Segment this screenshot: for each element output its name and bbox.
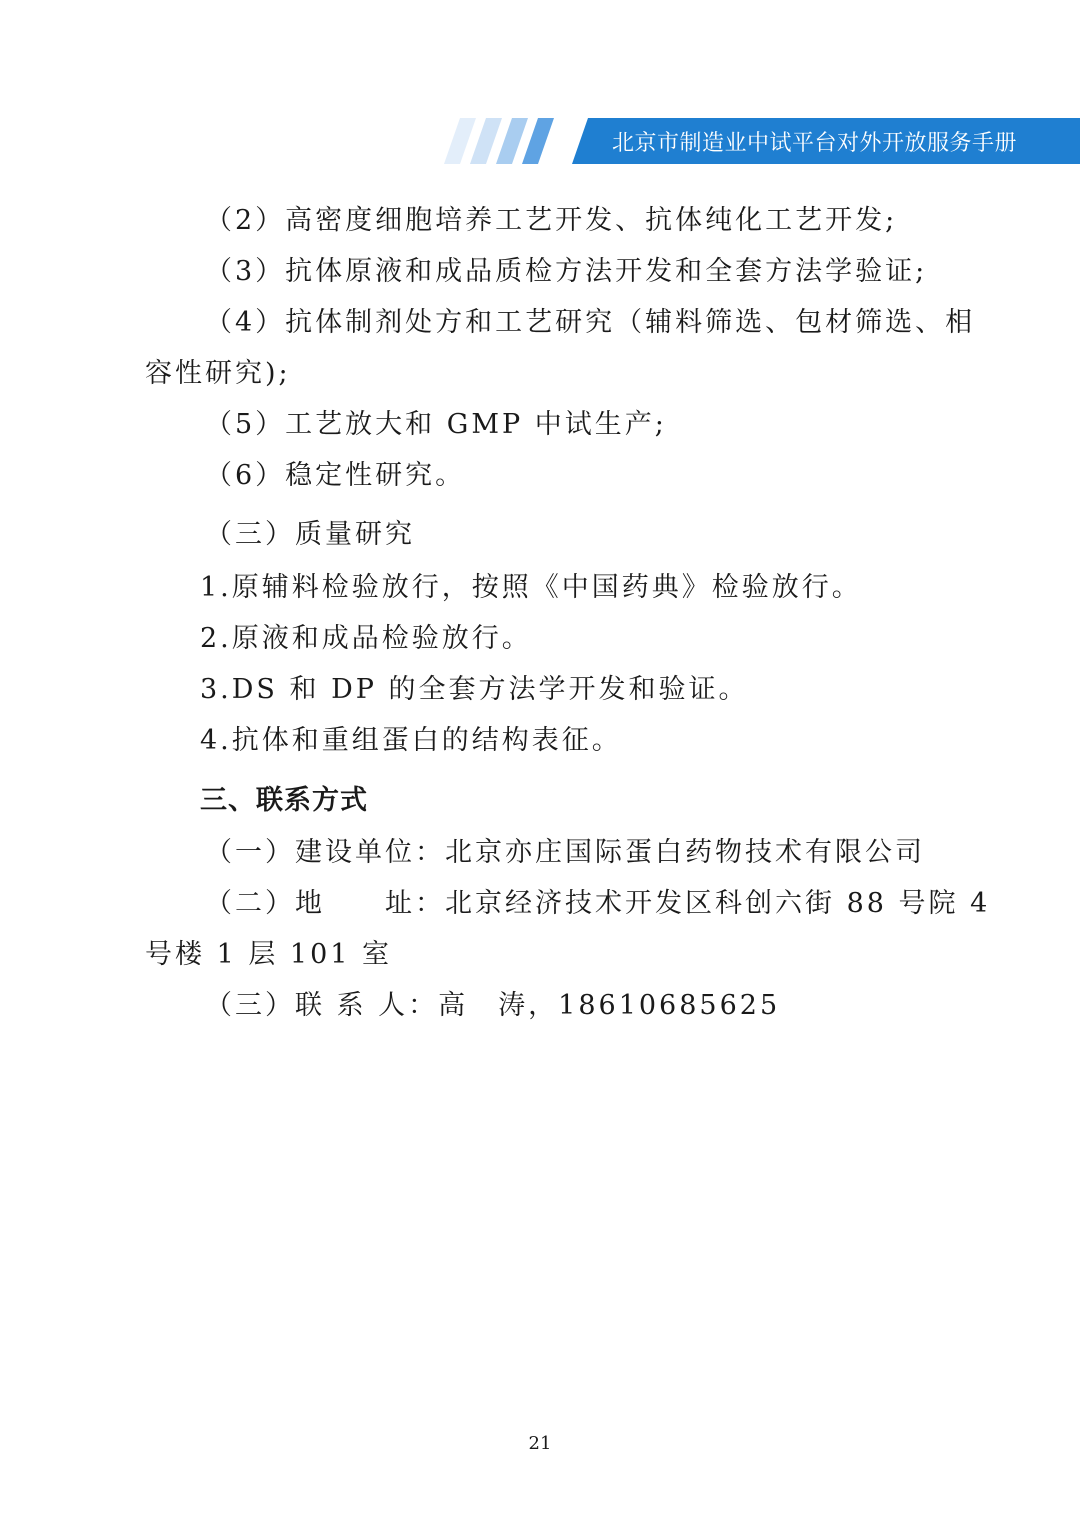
text-line: （4）抗体制剂处方和工艺研究（辅料筛选、包材筛选、相 xyxy=(205,307,976,338)
text-line: （5）工艺放大和 GMP 中试生产; xyxy=(205,409,667,440)
text-line: 2.原液和成品检验放行。 xyxy=(200,623,532,654)
page-header xyxy=(0,0,1080,170)
text-line: 3.DS 和 DP 的全套方法学开发和验证。 xyxy=(200,674,749,705)
header-title: 北京市制造业中试平台对外开放服务手册 xyxy=(612,131,1018,156)
page-number: 21 xyxy=(528,1433,552,1454)
header-stripe-2 xyxy=(470,118,502,164)
contact-address: （二）地 址：北京经济技术开发区科创六街 88 号院 4 xyxy=(205,888,991,919)
text-line: 1.原辅料检验放行，按照《中国药典》检验放行。 xyxy=(200,572,862,603)
subheading-quality-research: （三）质量研究 xyxy=(205,519,415,550)
contact-organization: （一）建设单位：北京亦庄国际蛋白药物技术有限公司 xyxy=(205,837,925,868)
text-line: 容性研究); xyxy=(145,358,291,389)
header-stripe-3 xyxy=(496,118,528,164)
text-line: （3）抗体原液和成品质检方法开发和全套方法学验证; xyxy=(205,256,928,287)
header-stripe-1 xyxy=(444,118,476,164)
text-line: （2）高密度细胞培养工艺开发、抗体纯化工艺开发; xyxy=(205,205,898,236)
contact-address-continued: 号楼 1 层 101 室 xyxy=(145,939,393,970)
section-heading-contact: 三、联系方式 xyxy=(200,785,368,816)
text-line: （6）稳定性研究。 xyxy=(205,460,466,491)
contact-person: （三）联 系 人：高 涛，18610685625 xyxy=(205,990,781,1021)
header-stripe-4 xyxy=(522,118,554,164)
text-line: 4.抗体和重组蛋白的结构表征。 xyxy=(200,725,622,756)
